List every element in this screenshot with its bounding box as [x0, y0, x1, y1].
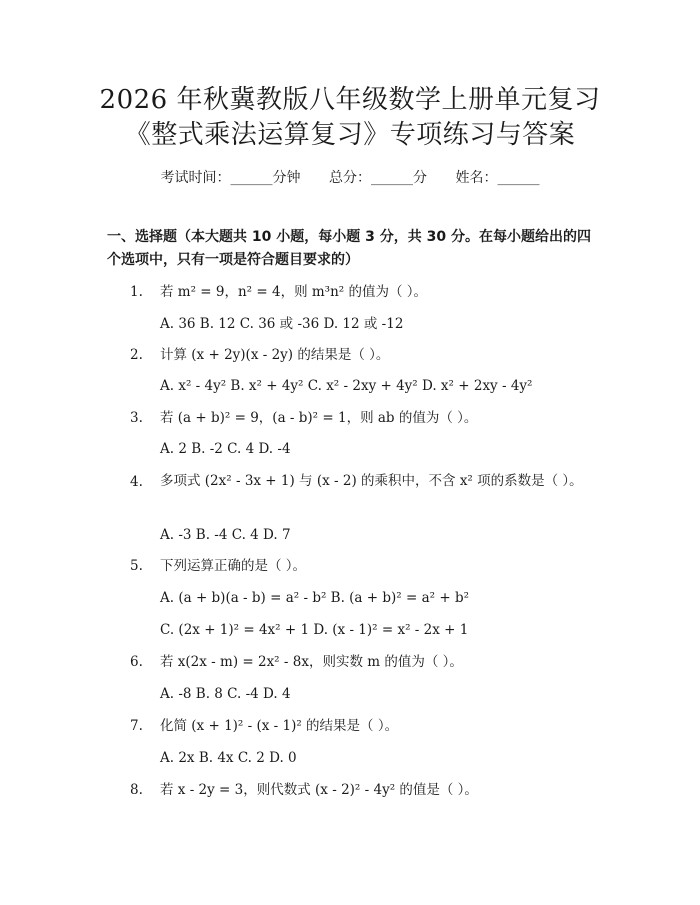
question-options: A. -3 B. -4 C. 4 D. 7 [160, 527, 291, 543]
student-name-field: 姓名：______ [455, 170, 540, 186]
question-number: 7. [130, 718, 143, 734]
question-options: C. (2x + 1)² = 4x² + 1 D. (x - 1)² = x² - 2x + 1 [160, 622, 469, 638]
question-text: 若 x - 2y = 3，则代数式 (x - 2)² - 4y² 的值是（ ）。 [160, 782, 478, 798]
question-options: A. -8 B. 8 C. -4 D. 4 [160, 686, 291, 702]
question-number: 1. [130, 284, 143, 300]
doc-title-line2: 《整式乘法运算复习》专项练习与答案 [124, 120, 576, 150]
question-number: 4. [130, 474, 143, 490]
question-text: 若 (a + b)² = 9，(a - b)² = 1，则 ab 的值为（ ）。 [160, 410, 478, 426]
question-number: 5. [130, 558, 143, 574]
question-options: A. 2x B. 4x C. 2 D. 0 [160, 750, 297, 766]
doc-title-line1: 2026 年秋冀教版八年级数学上册单元复习 [99, 85, 601, 115]
section-heading: 一、选择题（本大题共 10 小题，每小题 3 分，共 30 分。在每小题给出的四个选项中，只有一项是符合题目要求的） [107, 229, 591, 268]
question-options: A. 2 B. -2 C. 4 D. -4 [160, 441, 291, 457]
question-number: 6. [130, 654, 143, 670]
question-options: A. 36 B. 12 C. 36 或 -36 D. 12 或 -12 [160, 316, 404, 332]
question-text: 若 m² = 9，n² = 4，则 m³n² 的值为（ ）。 [160, 284, 428, 300]
question-number: 8. [130, 782, 143, 798]
question-number: 2. [130, 347, 143, 363]
question-options: A. x² - 4y² B. x² + 4y² C. x² - 2xy + 4y² D. x² + 2xy - 4y² [160, 378, 533, 394]
total-score-field: 总分：______分 [329, 170, 427, 186]
exam-time-field: 考试时间：______分钟 [160, 170, 301, 186]
question-text: 计算 (x + 2y)(x - 2y) 的结果是（ ）。 [160, 347, 390, 363]
question-text: 化简 (x + 1)² - (x - 1)² 的结果是（ ）。 [160, 718, 399, 734]
question-text: 若 x(2x - m) = 2x² - 8x，则实数 m 的值为（ ）。 [160, 654, 463, 670]
exam-info [0, 168, 700, 188]
question-number: 3. [130, 410, 143, 426]
question-options: A. (a + b)(a - b) = a² - b² B. (a + b)² = a² + b² [160, 590, 469, 606]
question-text: 下列运算正确的是（ ）。 [160, 558, 307, 574]
question-text: 多项式 (2x² - 3x + 1) 与 (x - 2) 的乘积中，不含 x² 项的系数是（ ）。 [160, 473, 583, 489]
